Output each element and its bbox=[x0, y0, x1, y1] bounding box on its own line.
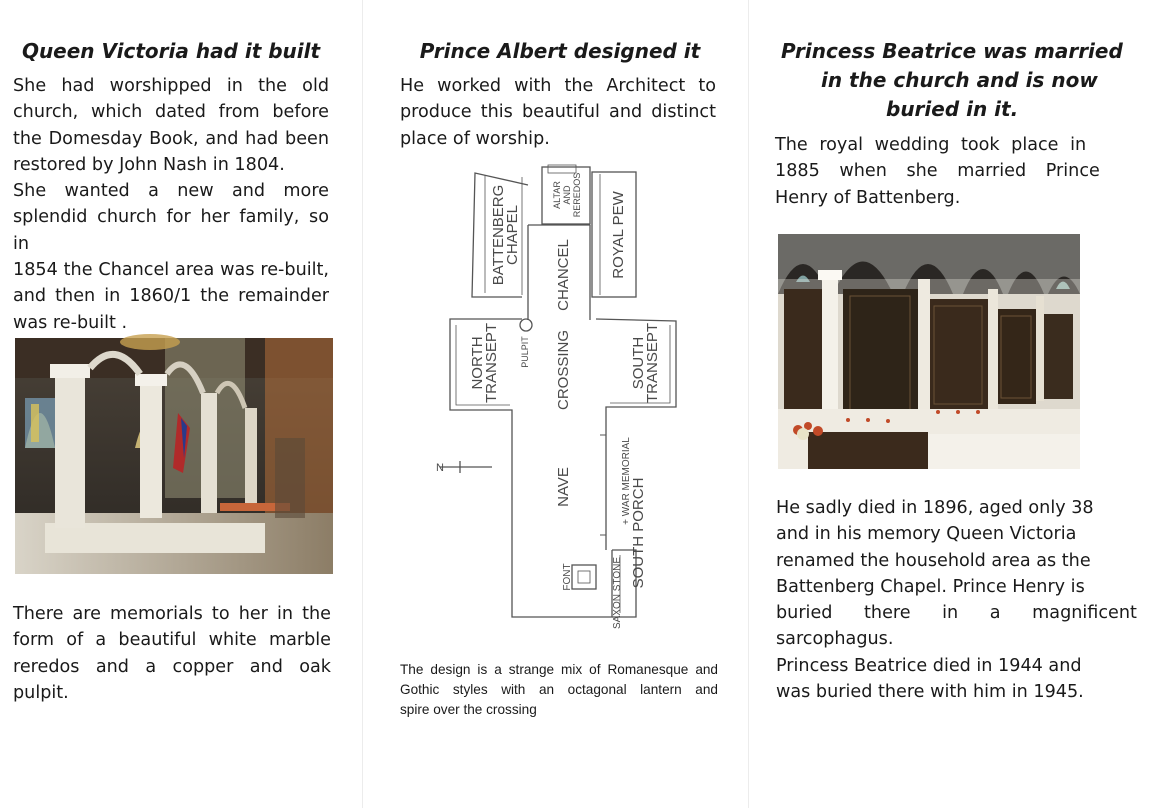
plan-label-battenberg: BATTENBERG bbox=[490, 184, 507, 286]
plan-label-north-transept: TRANSEPT bbox=[483, 322, 500, 404]
heading-line: buried in it. bbox=[886, 97, 1019, 121]
text-line: and then in 1860/1 the remainder bbox=[13, 286, 329, 307]
text-line: Princess Beatrice died in 1944 and bbox=[776, 655, 1082, 676]
history-paragraph bbox=[13, 73, 329, 336]
text-line: She wanted a new and more bbox=[13, 181, 329, 202]
text-line: 1885 when she married Prince bbox=[775, 161, 1100, 182]
text-line: renamed the household area as the bbox=[776, 550, 1091, 571]
battenberg-chapel-photo bbox=[778, 234, 1080, 469]
memorials-paragraph bbox=[13, 601, 331, 706]
fold-line-left bbox=[362, 0, 363, 808]
text-line: the Domesday Book, and had been bbox=[13, 128, 329, 149]
text-line: and in his memory Queen Victoria bbox=[776, 524, 1077, 545]
text-line: splendid church for her family, so in bbox=[13, 207, 329, 254]
battenberg-chapel-photo-graphic bbox=[778, 234, 1080, 469]
text-line: Battenberg Chapel. Prince Henry is bbox=[776, 576, 1085, 597]
caption-line: spire over the crossing bbox=[400, 702, 537, 717]
plan-label-chancel: CHANCEL bbox=[555, 239, 572, 311]
panel-queen-victoria bbox=[0, 0, 345, 808]
heading-line: Princess Beatrice was married bbox=[781, 39, 1123, 63]
text-line: place of worship. bbox=[400, 128, 550, 149]
panel-princess-beatrice bbox=[770, 0, 1137, 808]
plan-label-pulpit: PULPIT bbox=[520, 336, 530, 368]
wedding-paragraph bbox=[775, 132, 1100, 211]
heading-line: in the church and is now bbox=[821, 68, 1098, 92]
text-line: 1854 the Chancel area was re-built, bbox=[13, 260, 329, 281]
text-line: There are memorials to her in the bbox=[13, 604, 331, 624]
text-line: restored by John Nash in 1804. bbox=[13, 154, 285, 175]
plan-label-chapel: CHAPEL bbox=[504, 204, 521, 266]
plan-label-altar: ALTAR bbox=[552, 181, 562, 209]
panel-heading bbox=[781, 37, 1151, 124]
plan-label-reredos: REREDOS bbox=[572, 172, 582, 218]
plan-caption bbox=[400, 660, 718, 720]
plan-font bbox=[572, 565, 596, 589]
text-line: sarcophagus. bbox=[776, 629, 894, 650]
panel-heading: Prince Albert designed it bbox=[419, 39, 701, 63]
text-line: buried there in a magnificent bbox=[776, 603, 1137, 624]
plan-label-nave: NAVE bbox=[555, 467, 572, 507]
caption-line: Gothic styles with an octagonal lantern and bbox=[400, 682, 718, 697]
text-line: church, which dated from before bbox=[13, 102, 329, 123]
plan-label-war-memorial: + WAR MEMORIAL bbox=[621, 437, 632, 525]
plan-label-and: AND bbox=[562, 185, 572, 205]
plan-pulpit bbox=[520, 319, 532, 331]
panel-prince-albert bbox=[390, 0, 730, 808]
plan-label-south: SOUTH bbox=[630, 336, 647, 390]
burial-paragraph bbox=[776, 495, 1137, 705]
text-line: He sadly died in 1896, aged only 38 bbox=[776, 498, 1094, 518]
panel-heading: Queen Victoria had it built bbox=[21, 39, 321, 63]
text-line: pulpit. bbox=[13, 682, 69, 703]
plan-label-saxon-stone: SAXON STONE bbox=[612, 556, 623, 630]
plan-label-north: NORTH bbox=[469, 336, 486, 390]
text-line: The royal wedding took place in bbox=[775, 135, 1087, 155]
text-line: was re-built . bbox=[13, 312, 128, 333]
church-floor-plan bbox=[430, 165, 690, 635]
text-line: She had worshipped in the old bbox=[13, 76, 329, 96]
plan-label-south-transept: TRANSEPT bbox=[644, 322, 661, 404]
plan-label-crossing: CROSSING bbox=[555, 329, 572, 411]
text-line: produce this beautiful and distinct bbox=[400, 102, 716, 123]
text-line: He worked with the Architect to bbox=[400, 76, 716, 96]
text-line: Henry of Battenberg. bbox=[775, 187, 961, 208]
church-interior-photo-graphic bbox=[15, 338, 333, 574]
plan-label-compass: N bbox=[436, 462, 444, 474]
plan-label-royal-pew: ROYAL PEW bbox=[610, 191, 627, 279]
architect-paragraph bbox=[400, 73, 716, 152]
text-line: was buried there with him in 1945. bbox=[776, 682, 1084, 703]
plan-label-south-porch: SOUTH PORCH bbox=[630, 477, 647, 589]
church-interior-photo bbox=[15, 338, 333, 574]
text-line: form of a beautiful white marble bbox=[13, 630, 331, 651]
fold-line-right bbox=[748, 0, 749, 808]
caption-line: The design is a strange mix of Romanesque and bbox=[400, 662, 718, 677]
plan-label-font: FONT bbox=[562, 563, 573, 591]
text-line: reredos and a copper and oak bbox=[13, 656, 331, 677]
